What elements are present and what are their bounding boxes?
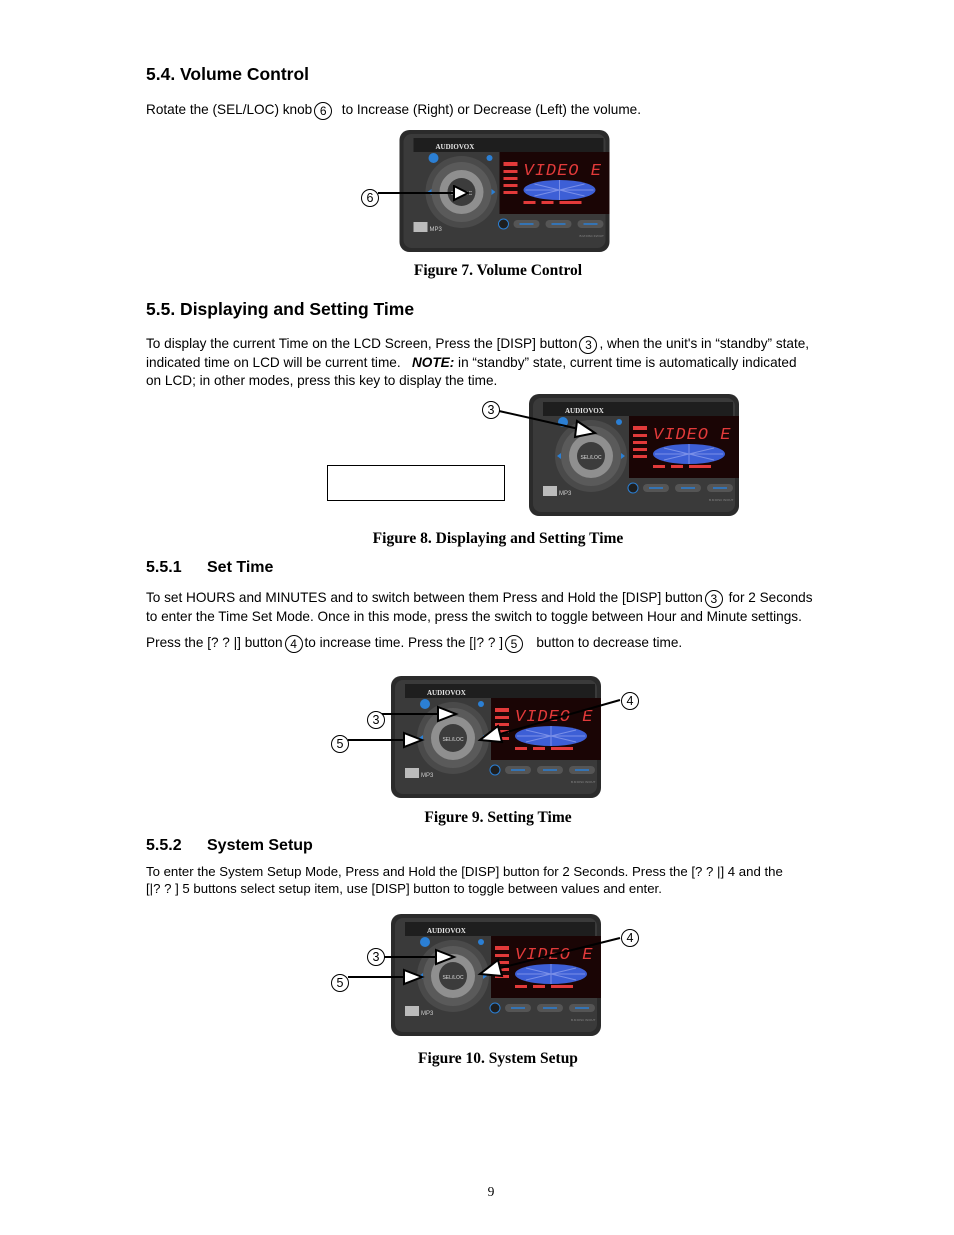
figure-9-callout-3: 3 [367,711,385,729]
callout-4-inline: 4 [285,635,303,653]
system-setup-paragraph [146,864,846,897]
figure-8-arrow [495,403,605,443]
set-time-decrease-b: button to decrease time. [536,635,683,650]
figure-7-arrow [370,185,470,205]
figure-9-callout-4: 4 [621,692,639,710]
display-time-line2a: indicated time on LCD will be current time. [146,355,401,370]
subsection-number-5-5-2: 5.5.2 [146,837,182,854]
set-time-increase-a: Press the [? ? |] button [146,635,283,650]
page-number: 9 [487,1184,495,1199]
figure-10-callout-4: 4 [621,929,639,947]
subsection-number-5-5-1: 5.5.1 [146,559,182,576]
display-time-paragraph [146,335,856,390]
figure-7-caption: Figure 7. Volume Control [413,262,583,279]
subsection-title-set-time: Set Time [207,559,274,576]
system-setup-line1: To enter the System Setup Mode, Press and Hold the [DISP] button for 2 Seconds. Press the [? ? |] 4 and the [146,864,783,879]
set-time-line2: to enter the Time Set Mode. Once in this mode, press the switch to toggle between Hour and Minute settings. [146,609,802,624]
section-heading-displaying-time: 5.5. Displaying and Setting Time [146,299,415,319]
figure-9-caption: Figure 9. Setting Time [424,809,572,826]
figure-7-callout-6: 6 [361,189,379,207]
display-time-line2b: in “standby” state, current time is automatically indicated [458,355,797,370]
display-time-line3: on LCD; in other modes, press this key to display the time. [146,373,498,388]
callout-3-inline-b: 3 [705,590,723,608]
volume-instruction [146,101,641,120]
volume-text-a: Rotate the (SEL/LOC) knob [146,102,313,117]
set-time-buttons-line [146,634,682,653]
figure-10-callout-3: 3 [367,948,385,966]
figure-9-callout-5: 5 [331,735,349,753]
set-time-line1a: To set HOURS and MINUTES and to switch between them Press and Hold the [DISP] button [146,590,703,605]
figure-10-callout-5: 5 [331,974,349,992]
section-heading-volume-control: 5.4. Volume Control [146,64,310,84]
display-time-line1b: , when the unit's in “standby” state, [599,336,810,351]
callout-6-inline: 6 [314,102,332,120]
figure-10-caption: Figure 10. System Setup [418,1050,578,1067]
set-time-paragraph [146,589,858,626]
note-label: NOTE: [411,355,455,370]
figure-8-callout-3: 3 [482,401,500,419]
figure-8-caption: Figure 8. Displaying and Setting Time [372,530,624,547]
subsection-title-system-setup: System Setup [207,837,313,854]
callout-5-inline: 5 [505,635,523,653]
volume-text-b: to Increase (Right) or Decrease (Left) the volume. [341,102,641,117]
display-time-line1a: To display the current Time on the LCD Screen, Press the [DISP] button [146,336,578,351]
set-time-line1b: for 2 Seconds [728,590,813,605]
set-time-decrease-a: to increase time. Press the [|? ? ] [304,635,503,650]
callout-3-inline: 3 [579,336,597,354]
system-setup-line2: [|? ? ] 5 buttons select setup item, use [DISP] button to toggle between values and enter. [146,880,662,896]
figure-8-empty-textbox [327,465,505,501]
